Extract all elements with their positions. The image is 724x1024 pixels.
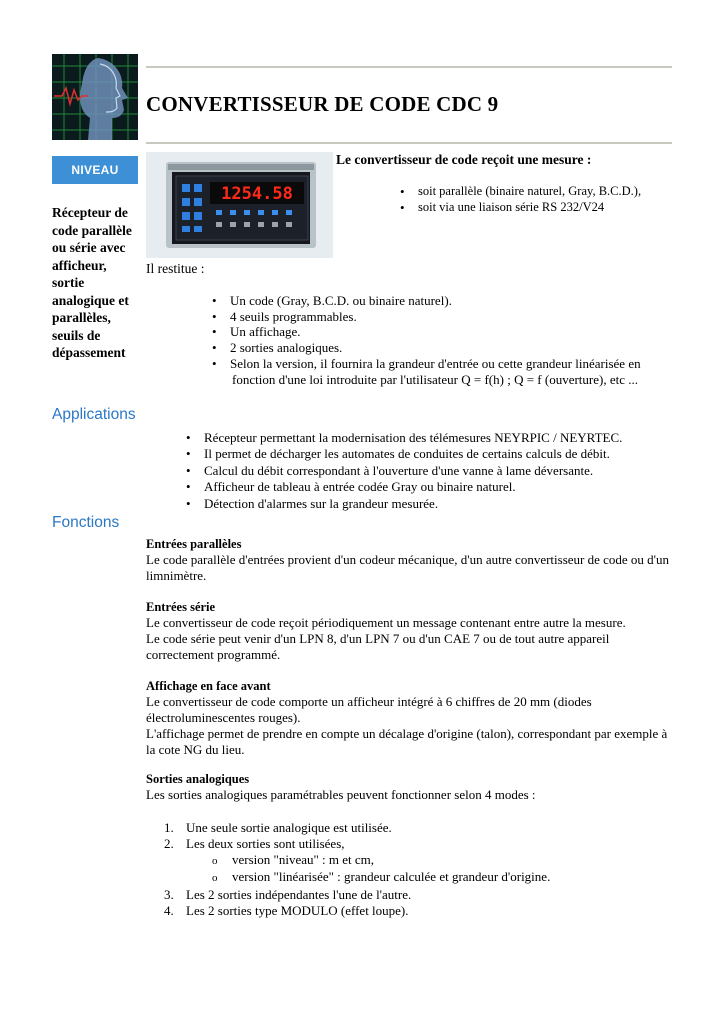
fonctions-heading: Fonctions <box>52 514 120 531</box>
affichage-text: Le convertisseur de code comporte un afficheur intégré à 6 chiffres de 20 mm (diodes électroluminescentes rouges). <box>146 694 592 725</box>
list-item: 1. Une seule sortie analogique est utilisée. <box>164 820 392 835</box>
list-item: 2. Les deux sorties sont utilisées, <box>164 835 345 851</box>
sub-list-item: o version "linéarisée" : grandeur calculée et grandeur d'origine. <box>212 869 551 885</box>
list-item: • soit parallèle (binaire naturel, Gray, B.C.D.), <box>400 184 641 200</box>
face-grid-icon <box>52 54 138 140</box>
entrees-paralleles-text: Le code parallèle d'entrées provient d'un codeur mécanique, d'un autre convertisseur de code ou d'un limnimètre. <box>146 552 670 583</box>
restitue-label: Il restitue : <box>146 261 205 276</box>
sorties-title: Sorties analogiques <box>146 772 250 786</box>
entrees-serie-title: Entrées série <box>146 600 216 614</box>
device-photo <box>146 152 333 258</box>
sorties-block <box>146 771 678 803</box>
entrees-serie-text: Le code série peut venir d'un LPN 8, d'un LPN 7 ou d'un CAE 7 ou de tout autre appareil correctement programmé. <box>146 631 610 662</box>
list-item: 4. Les 2 sorties type MODULO (effet loupe). <box>164 902 409 918</box>
applications-list <box>186 430 622 512</box>
list-item: • Selon la version, il fournira la grandeur d'entrée ou cette grandeur linéarisée en <box>212 356 641 372</box>
list-item: • 2 sorties analogiques. <box>212 340 641 356</box>
entrees-paralleles-block <box>146 536 678 584</box>
title-rule <box>146 142 672 144</box>
sorties-text: Les sorties analogiques paramétrables peuvent fonctionner selon 4 modes : <box>146 787 536 802</box>
list-item: • Afficheur de tableau à entrée codée Gray ou binaire naturel. <box>186 479 622 495</box>
list-item: • Calcul du débit correspondant à l'ouverture d'une vanne à lame déversante. <box>186 463 622 479</box>
converter-device-icon <box>146 152 333 258</box>
entrees-paralleles-title: Entrées parallèles <box>146 537 242 551</box>
list-item: • 4 seuils programmables. <box>212 309 641 325</box>
list-item: • Détection d'alarmes sur la grandeur mesurée. <box>186 496 622 512</box>
affichage-text: L'affichage permet de prendre en compte un décalage d'origine (talon), correspondant par exemple à la cote NG du lieu. <box>146 726 668 757</box>
mesure-list <box>400 184 641 215</box>
niveau-badge: NIVEAU <box>52 156 138 184</box>
entrees-serie-text: Le convertisseur de code reçoit périodiquement un message contenant entre autre la mesure. <box>146 615 626 630</box>
sidebar-description: Récepteur de code parallèle ou série avec afficheur, sortie analogique et parallèles, seuils de dépassement <box>52 205 132 360</box>
applications-heading: Applications <box>52 406 136 423</box>
list-item: • soit via une liaison série RS 232/V24 <box>400 200 641 216</box>
entrees-serie-block <box>146 599 678 663</box>
list-item-continuation: fonction d'une loi introduite par l'utilisateur Q = f(h) ; Q = f (ouverture), etc ... <box>232 371 638 387</box>
restitue-list <box>212 293 641 388</box>
list-item: • Il permet de décharger les automates de conduites de certains calculs de débit. <box>186 446 622 462</box>
list-item: • Un code (Gray, B.C.D. ou binaire naturel). <box>212 293 641 309</box>
affichage-block <box>146 678 678 758</box>
led-readout: 1254.58 <box>221 184 293 204</box>
list-item: • Récepteur permettant la modernisation des télémesures NEYRPIC / NEYRTEC. <box>186 430 622 446</box>
list-item: 3. Les 2 sorties indépendantes l'une de l'autre. <box>164 887 412 903</box>
list-item: • Un affichage. <box>212 324 641 340</box>
modes-list <box>164 820 550 919</box>
intro-heading: Le convertisseur de code reçoit une mesure : <box>336 152 592 167</box>
affichage-title: Affichage en face avant <box>146 679 271 693</box>
top-rule <box>146 66 672 68</box>
page-title: CONVERTISSEUR DE CODE CDC 9 <box>146 92 499 116</box>
sub-list-item: o version "niveau" : m et cm, <box>212 851 375 867</box>
logo-image <box>52 54 138 140</box>
